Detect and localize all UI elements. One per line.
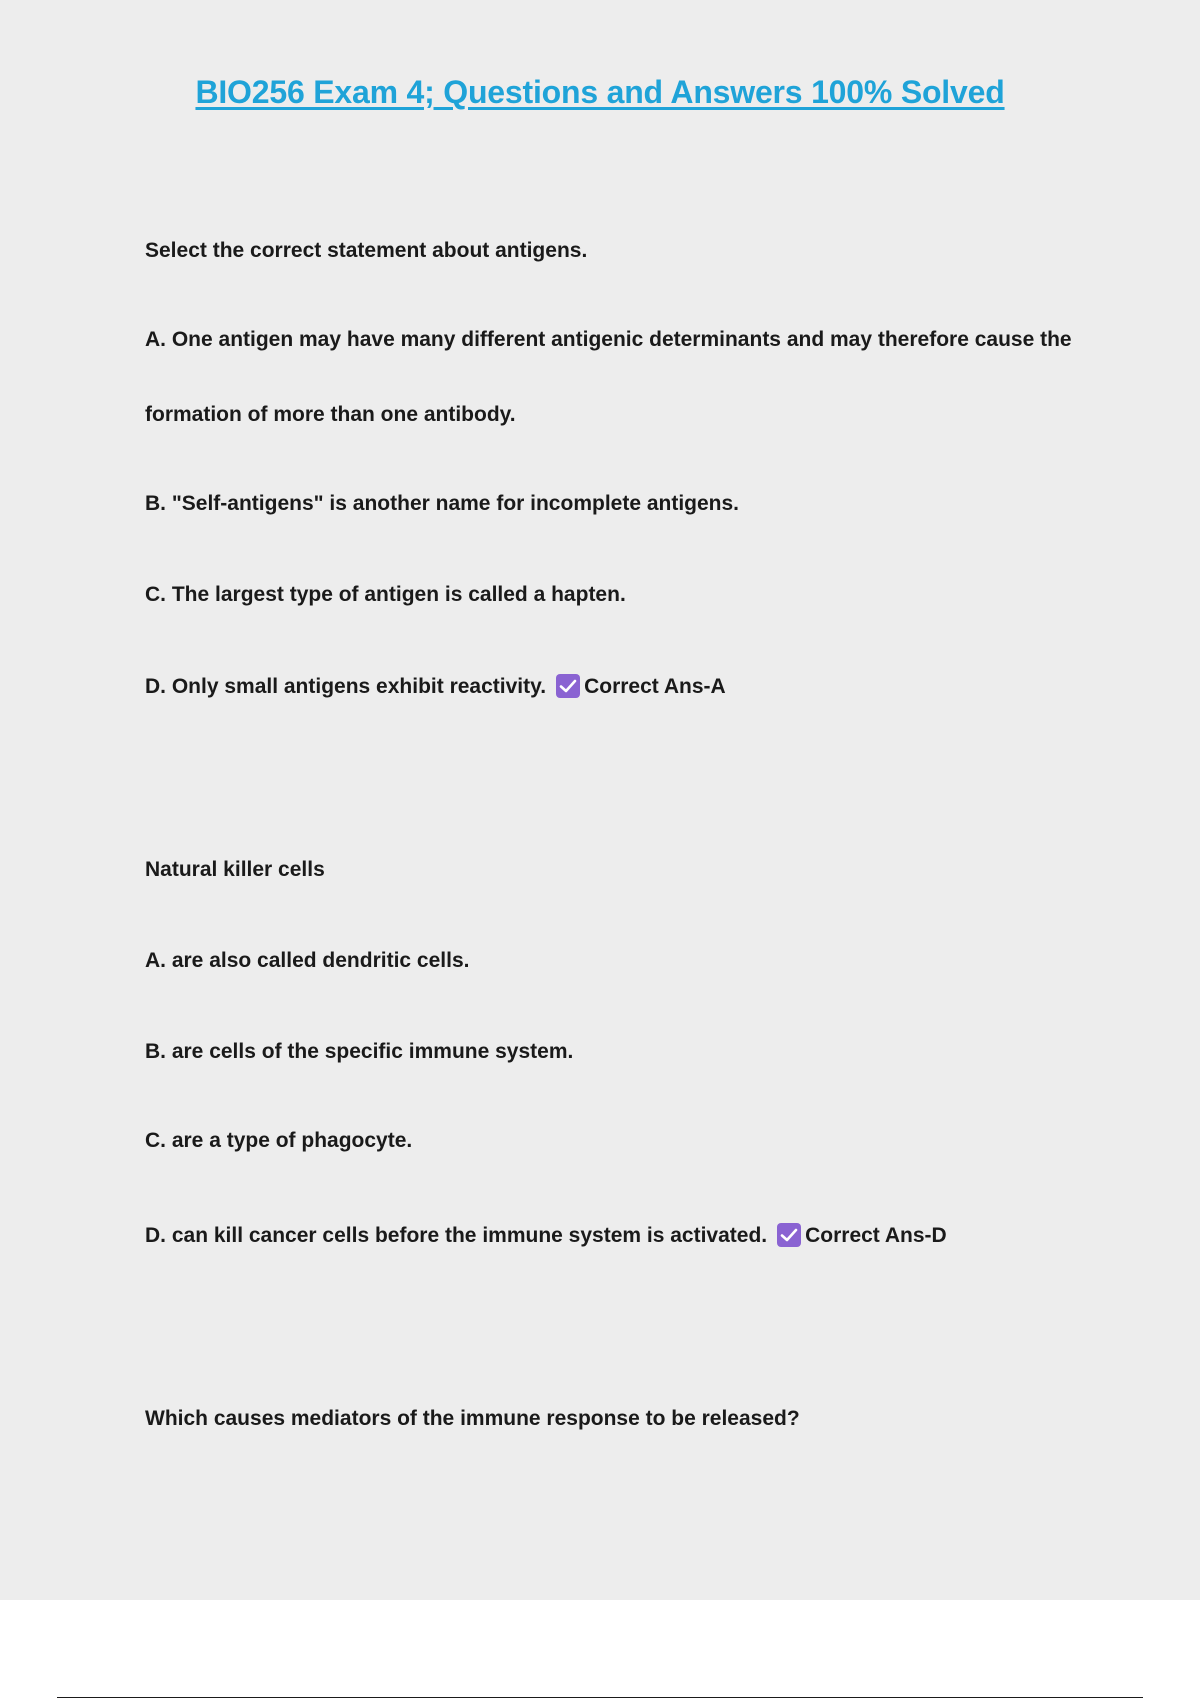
check-box-icon: [556, 674, 580, 698]
document-title[interactable]: BIO256 Exam 4; Questions and Answers 100% Solved: [195, 74, 1005, 110]
question-2-option-c: C. are a type of phagocyte.: [145, 1129, 413, 1152]
question-2-option-a: A. are also called dendritic cells.: [145, 949, 470, 972]
question-2-option-b: B. are cells of the specific immune system.: [145, 1040, 574, 1063]
question-1-option-c: C. The largest type of antigen is called a hapten.: [145, 583, 626, 606]
question-1-option-b: B. "Self-antigens" is another name for incomplete antigens.: [145, 492, 740, 515]
question-1-option-a-line-1: A. One antigen may have many different antigenic determinants and may therefore cause the: [145, 328, 1072, 351]
question-2-option-d: D. can kill cancer cells before the immune system is activated.: [145, 1224, 768, 1247]
question-2-option-d-row: [145, 1223, 947, 1249]
question-1-prompt: Select the correct statement about antigens.: [145, 239, 588, 262]
question-2-prompt: Natural killer cells: [145, 858, 325, 881]
question-2-answer: Correct Ans-D: [805, 1224, 947, 1247]
question-1-option-d-row: [145, 674, 726, 700]
question-3-prompt: Which causes mediators of the immune response to be released?: [145, 1407, 800, 1430]
question-1-option-d: D. Only small antigens exhibit reactivity.: [145, 675, 547, 698]
check-box-icon: [777, 1223, 801, 1247]
question-1-option-a-line-2: formation of more than one antibody.: [145, 403, 516, 426]
footer-divider: [57, 1697, 1143, 1698]
question-1-answer: Correct Ans-A: [584, 675, 726, 698]
